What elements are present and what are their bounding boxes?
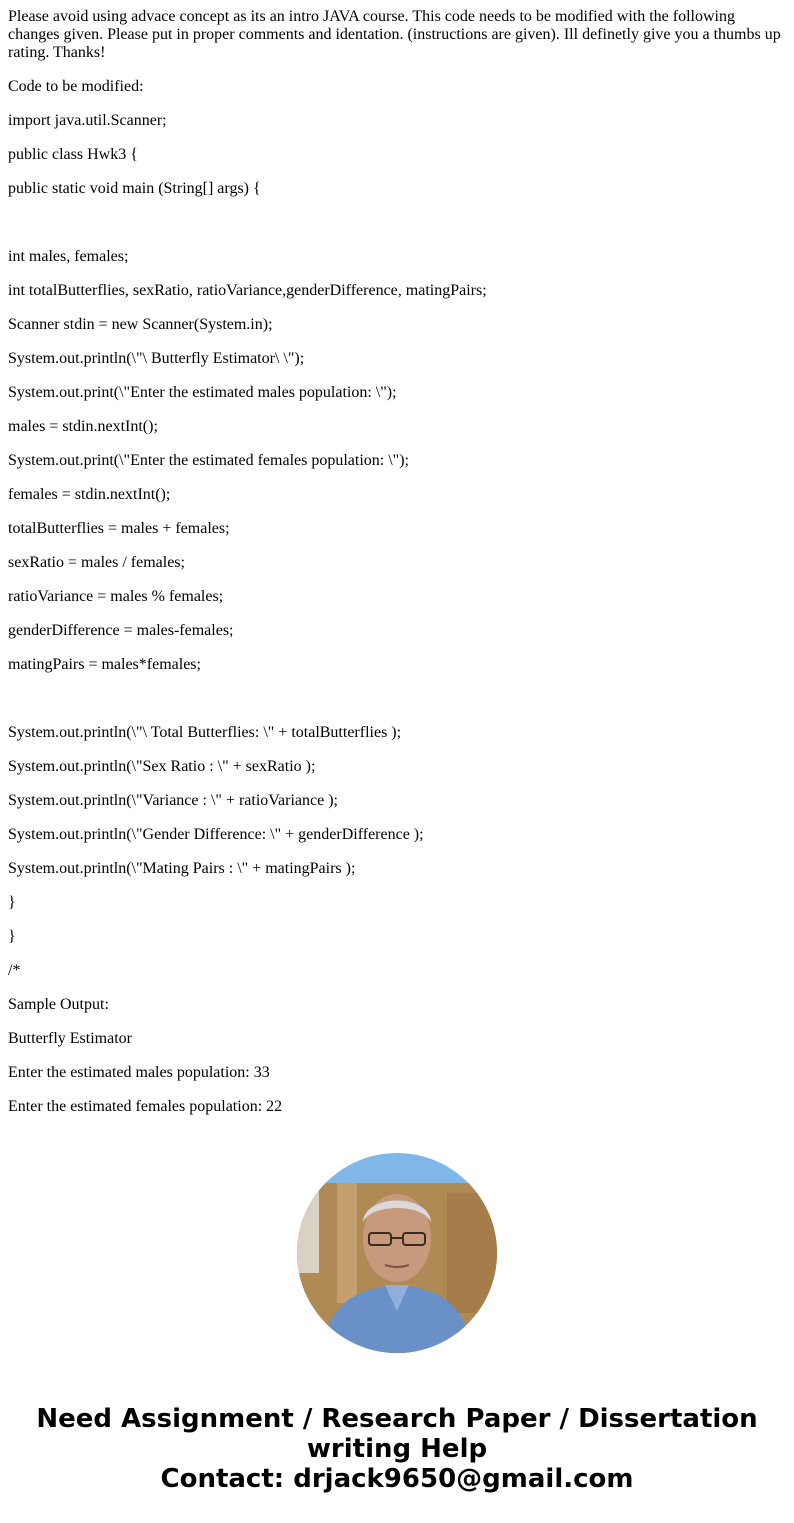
code-line bbox=[8, 214, 786, 232]
code-line: System.out.print(\"Enter the estimated females population: \"); bbox=[8, 452, 409, 469]
code-line: } bbox=[8, 894, 16, 911]
code-line: System.out.println(\"Sex Ratio : \" + sexRatio ); bbox=[8, 758, 316, 775]
promo-banner bbox=[0, 1404, 794, 1494]
code-line: System.out.println(\"Gender Difference: \" + genderDifference ); bbox=[8, 826, 424, 843]
code-line: System.out.println(\"Variance : \" + ratioVariance ); bbox=[8, 792, 338, 809]
avatar bbox=[297, 1153, 497, 1353]
code-line: ratioVariance = males % females; bbox=[8, 588, 224, 605]
code-line: Sample Output: bbox=[8, 996, 109, 1013]
code-line: public class Hwk3 { bbox=[8, 146, 138, 163]
code-line: int totalButterflies, sexRatio, ratioVariance,genderDifference, matingPairs; bbox=[8, 282, 487, 299]
code-line: System.out.println(\"\ Butterfly Estimator\ \"); bbox=[8, 350, 305, 367]
code-line: System.out.println(\"Mating Pairs : \" + matingPairs ); bbox=[8, 860, 356, 877]
code-line: Enter the estimated females population: 22 bbox=[8, 1098, 283, 1115]
code-line: System.out.print(\"Enter the estimated males population: \"); bbox=[8, 384, 397, 401]
code-line: System.out.println(\"\ Total Butterflies: \" + totalButterflies ); bbox=[8, 724, 402, 741]
question-intro: Please avoid using advace concept as its an intro JAVA course. This code needs to be modified with the following changes given. Please put in proper comments and identation. (instructions are given). Ill definetly give you a thumbs up rating. Thanks! bbox=[8, 8, 781, 61]
code-line: Butterfly Estimator bbox=[8, 1030, 132, 1047]
code-line: genderDifference = males-females; bbox=[8, 622, 234, 639]
code-line: } bbox=[8, 928, 16, 945]
code-line: sexRatio = males / females; bbox=[8, 554, 185, 571]
code-line: females = stdin.nextInt(); bbox=[8, 486, 171, 503]
code-line: int males, females; bbox=[8, 248, 129, 265]
code-line: Enter the estimated males population: 33 bbox=[8, 1064, 270, 1081]
code-listing bbox=[8, 78, 786, 1116]
promo-line-1: Need Assignment / Research Paper / Dissertation bbox=[36, 1404, 758, 1434]
person-photo-icon bbox=[297, 1153, 497, 1353]
code-line: Scanner stdin = new Scanner(System.in); bbox=[8, 316, 273, 333]
code-line: public static void main (String[] args) { bbox=[8, 180, 261, 197]
code-line: males = stdin.nextInt(); bbox=[8, 418, 158, 435]
question-body bbox=[8, 8, 786, 1116]
code-line: /* bbox=[8, 962, 21, 979]
promo-contact: Contact: drjack9650@gmail.com bbox=[160, 1464, 634, 1494]
code-line: totalButterflies = males + females; bbox=[8, 520, 230, 537]
code-line: matingPairs = males*females; bbox=[8, 656, 201, 673]
code-line: import java.util.Scanner; bbox=[8, 112, 167, 129]
code-line: Code to be modified: bbox=[8, 78, 144, 95]
code-line bbox=[8, 690, 786, 708]
promo-line-2: writing Help bbox=[306, 1434, 488, 1464]
